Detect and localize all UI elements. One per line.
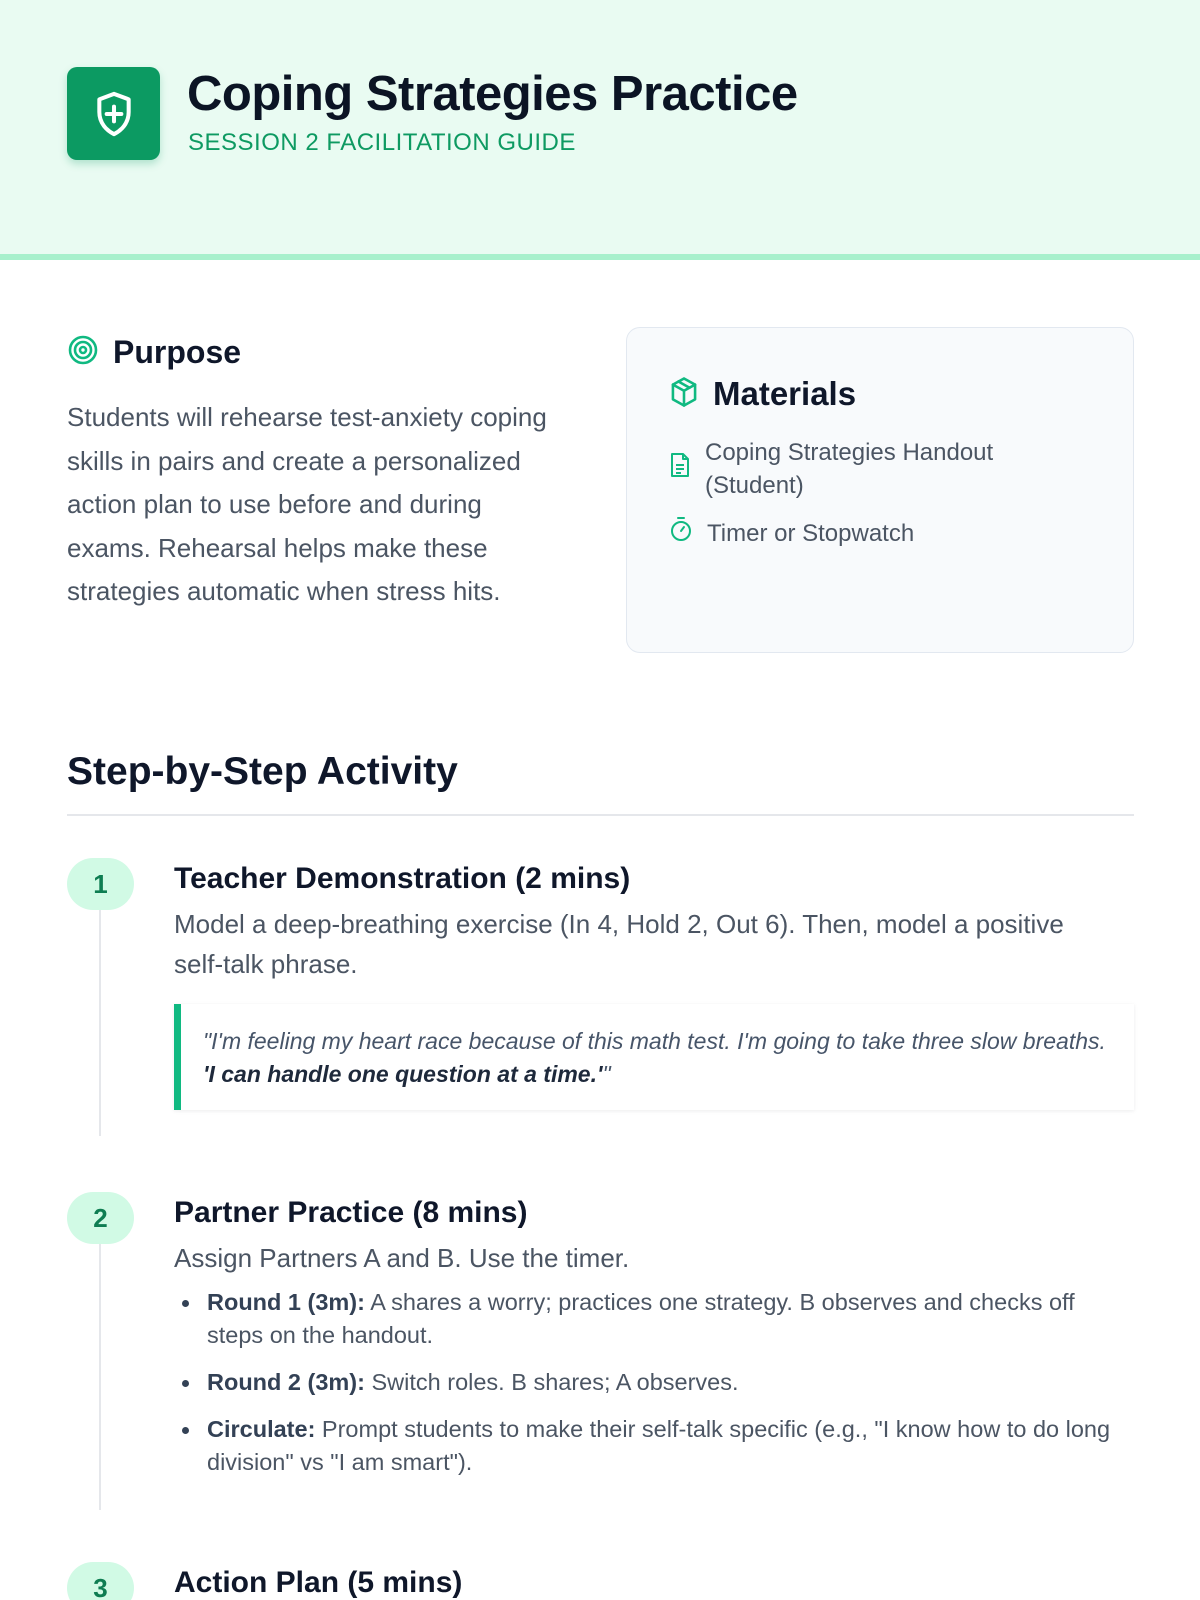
target-icon (67, 334, 99, 371)
step-description: Model a deep-breathing exercise (In 4, Hold 2, Out 6). Then, model a positive self-talk phrase. (174, 909, 1064, 979)
quote-emphasis: 'I can handle one question at a time.' (203, 1061, 603, 1087)
shield-plus-icon (67, 67, 160, 160)
document-icon (669, 452, 691, 487)
step-description: Assign Partners A and B. Use the timer. (174, 1243, 630, 1273)
quote-close: " (602, 1061, 611, 1087)
step-connector (99, 910, 101, 1136)
list-item-text: Switch roles. B shares; A observes. (364, 1369, 739, 1395)
list-item-label: Round 1 (3m): (207, 1289, 365, 1315)
stopwatch-icon (669, 516, 693, 551)
box-icon (669, 376, 699, 413)
self-talk-quote (174, 1004, 1134, 1110)
step-number-badge: 1 (67, 858, 134, 910)
materials-card (626, 327, 1134, 653)
step-connector (99, 1244, 101, 1510)
purpose-text: Students will rehearse test-anxiety coping skills in pairs and create a personalized action plan to use before and during exams. Rehearsal helps make these strategies automatic when stress hits. (67, 402, 547, 606)
list-item (174, 1366, 1134, 1399)
list-item (174, 1413, 1134, 1479)
materials-item-label: Timer or Stopwatch (707, 520, 915, 547)
step-title: Partner Practice (8 mins) (174, 1196, 528, 1229)
list-item-text: Prompt students to make their self-talk specific (e.g., "I know how to do long division" vs "I am smart"). (207, 1416, 1111, 1475)
step-number-badge: 2 (67, 1192, 134, 1244)
materials-heading (669, 374, 856, 414)
activity-heading: Step-by-Step Activity (67, 750, 458, 793)
materials-item-handout (669, 436, 1069, 502)
header (0, 0, 1200, 260)
step-number-badge: 3 (67, 1562, 134, 1600)
quote-text: "I'm feeling my heart race because of this math test. I'm going to take three slow breaths. (203, 1028, 1106, 1054)
page-subtitle: SESSION 2 FACILITATION GUIDE (188, 129, 576, 156)
page-title: Coping Strategies Practice (187, 67, 798, 121)
purpose-title: Purpose (113, 333, 242, 370)
purpose-heading (67, 332, 241, 372)
list-item-label: Circulate: (207, 1416, 316, 1442)
list-item-label: Round 2 (3m): (207, 1369, 365, 1395)
list-item (174, 1286, 1134, 1352)
partner-practice-list (174, 1286, 1134, 1493)
materials-item-timer (669, 516, 914, 551)
materials-item-label: Coping Strategies Handout (Student) (705, 439, 994, 499)
divider (67, 814, 1134, 816)
step-title: Action Plan (5 mins) (174, 1566, 463, 1599)
list-item-text: A shares a worry; practices one strategy. B observes and checks off steps on the handout. (207, 1289, 1075, 1348)
step-title: Teacher Demonstration (2 mins) (174, 862, 631, 895)
materials-title: Materials (713, 375, 857, 412)
